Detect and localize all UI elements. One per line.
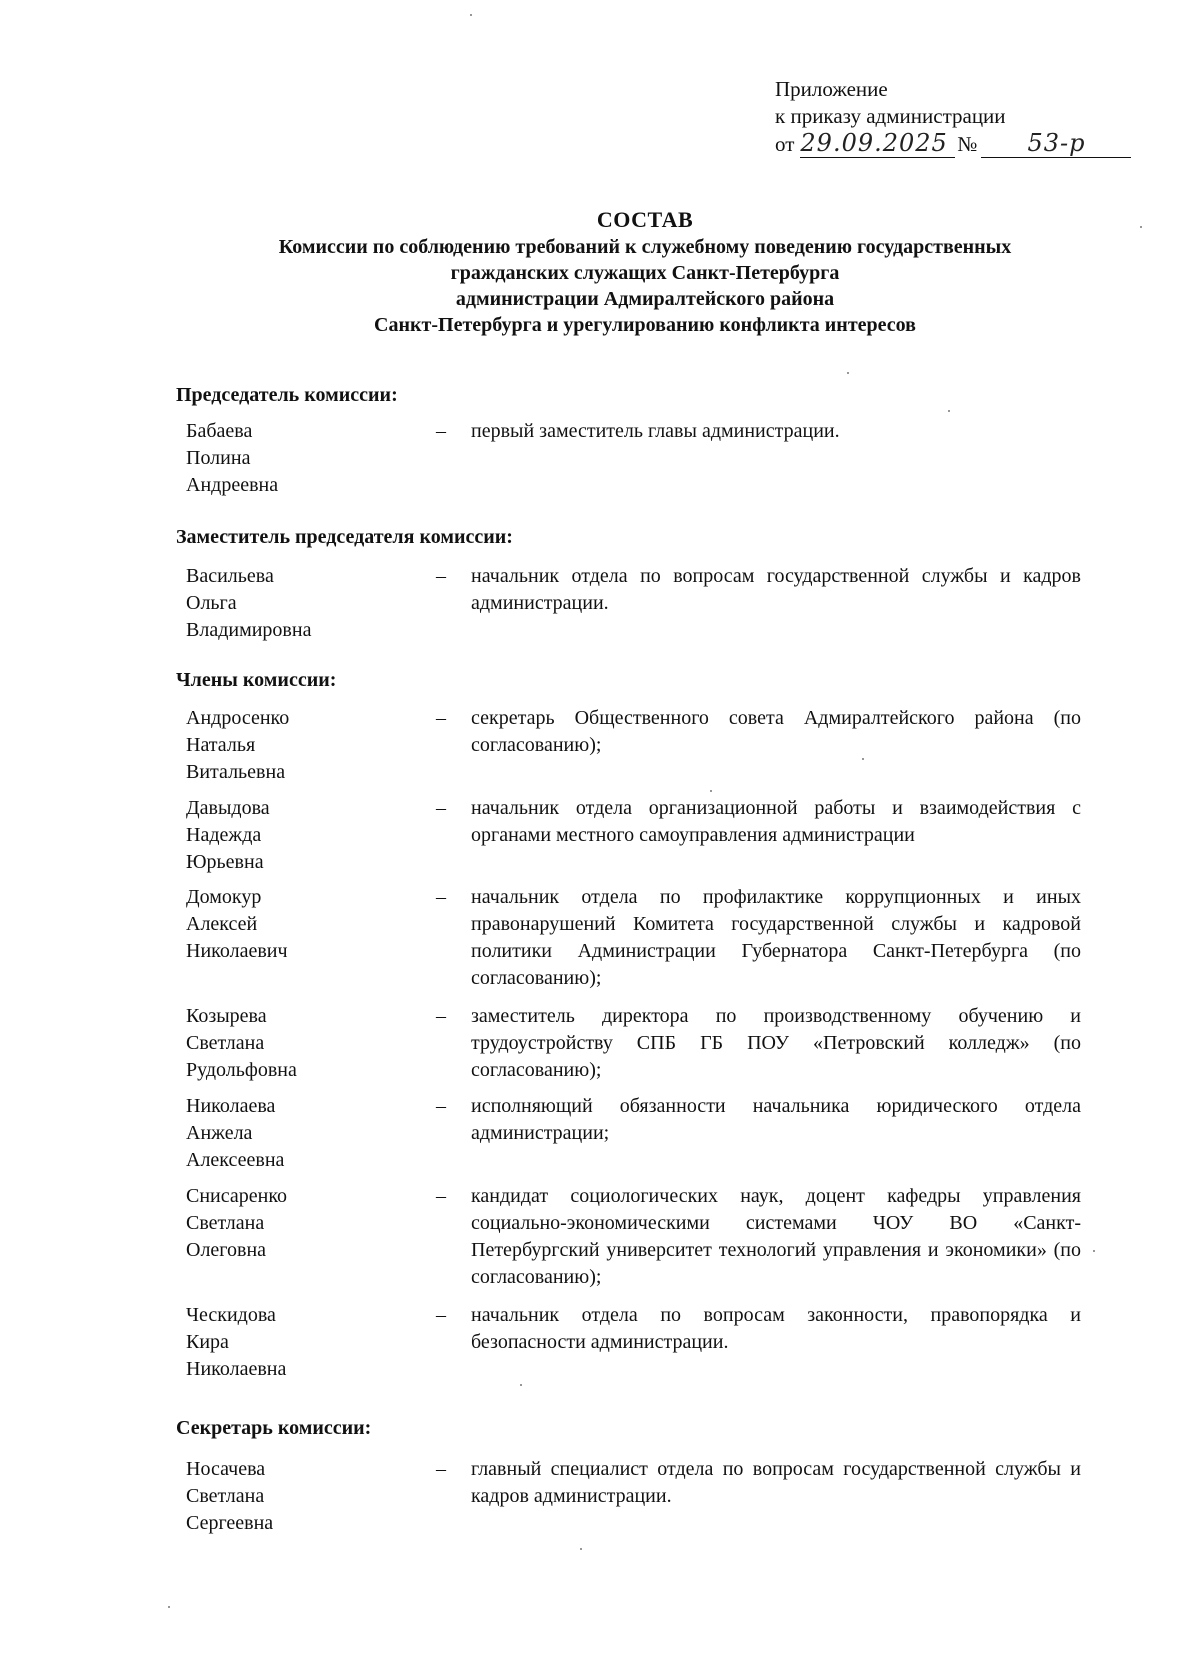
member-first-name: Алексей <box>186 913 258 935</box>
member-role: начальник отдела по вопросам государственной службы и кадров администрации. <box>471 565 1081 614</box>
member-surname: Бабаева <box>186 420 253 442</box>
section-heading-deputy: Заместитель председателя комиссии: <box>176 526 513 548</box>
member-patronymic: Юрьевна <box>186 851 264 873</box>
member-patronymic: Витальевна <box>186 761 286 783</box>
scan-speck <box>862 758 864 760</box>
member-entry <box>186 1302 1081 1383</box>
member-patronymic: Владимировна <box>186 619 312 641</box>
dash-separator: – <box>436 707 446 729</box>
member-name <box>186 418 411 499</box>
member-entry <box>186 1183 1081 1291</box>
member-patronymic: Николаевич <box>186 940 288 962</box>
member-patronymic: Сергеевна <box>186 1512 274 1534</box>
member-entry <box>186 1003 1081 1084</box>
member-role: начальник отдела по вопросам законности, правопорядка и безопасности администрации. <box>471 1304 1081 1353</box>
section-heading-secretary: Секретарь комиссии: <box>176 1417 372 1439</box>
scan-speck <box>847 372 849 374</box>
member-name <box>186 1456 411 1537</box>
member-patronymic: Олеговна <box>186 1239 267 1261</box>
member-surname: Домокур <box>186 886 262 908</box>
order-date-handwritten: 29.09.2025 <box>800 130 955 158</box>
member-surname: Носачева <box>186 1458 266 1480</box>
dash-separator: – <box>436 1095 446 1117</box>
member-first-name: Полина <box>186 447 251 469</box>
scan-speck <box>580 1548 582 1550</box>
member-role: начальник отдела организационной работы и взаимодействия с органами местного самоуправления администрации <box>471 797 1081 846</box>
member-patronymic: Рудольфовна <box>186 1059 297 1081</box>
member-surname: Васильева <box>186 565 274 587</box>
member-role: секретарь Общественного совета Адмиралтейского района (по согласованию); <box>471 707 1081 756</box>
document-subtitle-line: администрации Адмиралтейского района <box>455 288 835 310</box>
scan-speck <box>1140 226 1142 228</box>
member-entry <box>186 884 1081 992</box>
member-patronymic: Андреевна <box>186 474 279 496</box>
member-surname: Давыдова <box>186 797 270 819</box>
member-first-name: Надежда <box>186 824 262 846</box>
member-surname: Снисаренко <box>186 1185 288 1207</box>
member-surname: Андросенко <box>186 707 290 729</box>
member-name <box>186 1183 411 1291</box>
member-surname: Козырева <box>186 1005 267 1027</box>
member-first-name: Светлана <box>186 1032 265 1054</box>
member-name <box>186 563 411 644</box>
scan-speck <box>948 410 950 412</box>
section-heading-members: Члены комиссии: <box>176 669 337 691</box>
member-first-name: Светлана <box>186 1212 265 1234</box>
scan-speck <box>168 1606 170 1608</box>
order-prefix: от <box>775 132 795 156</box>
member-role: первый заместитель главы администрации. <box>471 420 840 442</box>
order-reference <box>775 130 1131 158</box>
member-first-name: Анжела <box>186 1122 253 1144</box>
member-entry <box>186 563 1081 644</box>
order-number-handwritten: 53-р <box>981 130 1131 158</box>
member-name <box>186 705 411 786</box>
member-entry <box>186 1093 1081 1174</box>
member-name <box>186 884 411 992</box>
appendix-header <box>775 76 1131 158</box>
dash-separator: – <box>436 1304 446 1326</box>
document-title-block <box>150 206 1140 338</box>
dash-separator: – <box>436 1005 446 1027</box>
dash-separator: – <box>436 1185 446 1207</box>
member-role: кандидат социологических наук, доцент кафедры управления социально-экономическими системами ЧОУ ВО «Санкт-Петербургский университет технологий управления и экономики» (по согласованию); <box>471 1185 1081 1288</box>
document-subtitle-line: гражданских служащих Санкт-Петербурга <box>450 262 840 284</box>
dash-separator: – <box>436 797 446 819</box>
member-patronymic: Алексеевна <box>186 1149 285 1171</box>
scan-speck <box>1093 1250 1095 1252</box>
appendix-subtitle: к приказу администрации <box>775 104 1006 128</box>
member-name <box>186 795 411 876</box>
member-role: заместитель директора по производственному обучению и трудоустройству СПБ ГБ ПОУ «Петровский колледж» (по согласованию); <box>471 1005 1081 1081</box>
member-first-name: Светлана <box>186 1485 265 1507</box>
section-heading-chairman: Председатель комиссии: <box>176 384 398 406</box>
member-first-name: Кира <box>186 1331 229 1353</box>
dash-separator: – <box>436 886 446 908</box>
appendix-title: Приложение <box>775 77 888 101</box>
member-entry <box>186 418 1081 499</box>
member-name <box>186 1302 411 1383</box>
member-name <box>186 1003 411 1084</box>
member-entry <box>186 1456 1081 1537</box>
document-subtitle-line: Комиссии по соблюдению требований к служебному поведению государственных <box>278 236 1012 258</box>
member-entry <box>186 795 1081 876</box>
document-title: СОСТАВ <box>596 207 694 232</box>
dash-separator: – <box>436 565 446 587</box>
dash-separator: – <box>436 420 446 442</box>
member-surname: Ческидова <box>186 1304 276 1326</box>
member-name <box>186 1093 411 1174</box>
member-entry <box>186 705 1081 786</box>
member-surname: Николаева <box>186 1095 276 1117</box>
dash-separator: – <box>436 1458 446 1480</box>
member-first-name: Ольга <box>186 592 237 614</box>
scan-speck <box>710 790 712 792</box>
member-role: начальник отдела по профилактике коррупционных и иных правонарушений Комитета государственной службы и кадровой политики Администрации Губернатора Санкт-Петербурга (по согласованию); <box>471 886 1081 989</box>
member-first-name: Наталья <box>186 734 256 756</box>
scan-speck <box>470 14 472 16</box>
member-patronymic: Николаевна <box>186 1358 287 1380</box>
document-subtitle-line: Санкт-Петербурга и урегулированию конфликта интересов <box>374 314 916 336</box>
member-role: главный специалист отдела по вопросам государственной службы и кадров администрации. <box>471 1458 1081 1507</box>
member-role: исполняющий обязанности начальника юридического отдела администрации; <box>471 1095 1081 1144</box>
scan-speck <box>520 1384 522 1386</box>
order-number-label: № <box>957 132 978 156</box>
